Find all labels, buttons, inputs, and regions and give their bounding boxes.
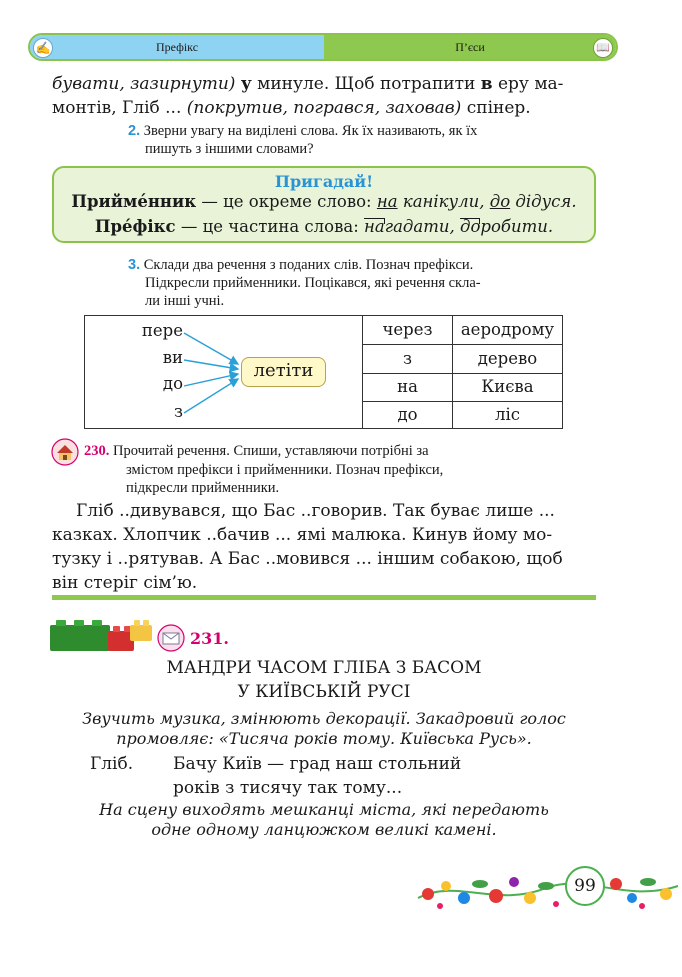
rule-preposition	[54, 192, 594, 211]
table-cell: дерево	[477, 349, 538, 368]
example-word: дідуся.	[515, 192, 577, 211]
ex-230-text-3: тузку і ..рятував. А Бас ..мовився ... іншим собакою, щоб	[52, 549, 563, 569]
stage-direction-3: На сцену виходять мешканці міста, які передають	[99, 800, 549, 819]
task-3-line-2	[145, 274, 600, 293]
verb-box: летіти	[241, 357, 326, 387]
page-header	[28, 33, 618, 61]
page-number: 99	[565, 866, 605, 906]
play-title-2: У КИЇВСЬКІЙ РУСІ	[237, 682, 411, 702]
stage-direction-2: промовляє: «Тисяча років тому. Київська Русь».	[116, 729, 532, 748]
prefix-item: ви	[162, 348, 183, 367]
example-word: канікули,	[402, 192, 485, 211]
task-2	[128, 122, 598, 141]
rule-text: — це окреме слово:	[201, 192, 372, 211]
example-preposition: на	[376, 192, 398, 211]
example-word: гадати,	[384, 217, 455, 236]
task-text: Прочитай речення. Спиши, уставляючи потрібні за	[113, 443, 429, 459]
task-2-line-2	[145, 140, 595, 159]
ex-230-task-line-2	[126, 461, 598, 480]
intro-text: монтів, Гліб ...	[52, 98, 182, 118]
intro-line-1	[52, 72, 597, 96]
table-cell: до	[397, 405, 418, 424]
prefix-item: пере	[141, 321, 183, 340]
section-divider	[52, 595, 596, 600]
task-text: Склади два речення з поданих слів. Познач префікси.	[143, 257, 474, 273]
remember-title: Пригадай!	[274, 172, 374, 191]
letter-icon	[157, 624, 185, 652]
speaker-name: Гліб.	[90, 754, 134, 774]
table-divider	[363, 344, 562, 345]
ex-230-text-4: він стеріг сім’ю.	[52, 573, 198, 593]
lego-bricks-icon	[50, 617, 154, 653]
term-prefix: Пре́фікс	[94, 217, 176, 236]
table-cell: ліс	[495, 405, 520, 424]
rule-text: — це частина слова:	[180, 217, 359, 236]
task-text: ли інші учні.	[145, 293, 225, 309]
table-cell: Києва	[481, 377, 534, 396]
rule-prefix	[54, 217, 594, 236]
table-cell: через	[382, 320, 433, 339]
intro-text: спінер.	[466, 98, 531, 118]
arrows	[180, 316, 250, 426]
play-title-1: МАНДРИ ЧАСОМ ГЛІБА З БАСОМ	[166, 658, 482, 678]
stage-direction-1: Звучить музика, змінюють декорації. Закадровий голос	[82, 709, 566, 728]
example-prefix: до	[459, 217, 481, 236]
intro-italic: (покрутив, погрався, заховав)	[186, 98, 462, 118]
ex-230-task-line-3	[126, 479, 598, 498]
speech-line-1: Бачу Київ — град наш стольний	[173, 754, 462, 774]
header-right	[324, 35, 616, 59]
book-icon: 📖	[593, 38, 613, 58]
table-cell: аеродрому	[460, 320, 555, 339]
header-left	[30, 35, 324, 59]
arrow	[184, 360, 238, 369]
prefix-item: з	[174, 402, 183, 421]
intro-line-2	[52, 96, 597, 120]
remember-box	[52, 166, 596, 243]
table-divider	[363, 373, 562, 374]
task-number: 2.	[128, 123, 141, 139]
intro-text: минуле. Щоб потрапити	[257, 74, 476, 94]
task-text: Підкресли прийменники. Поцікався, які речення скла-	[145, 275, 481, 291]
prefix-item: до	[162, 374, 183, 393]
intro-italic: бувати, зазирнути)	[52, 74, 236, 94]
task-text: пишуть з іншими словами?	[145, 141, 314, 157]
example-prefix: на	[364, 217, 385, 236]
task-text: Зверни увагу на виділені слова. Як їх називають, як їх	[143, 123, 478, 139]
task-number: 3.	[128, 257, 141, 273]
word-table	[84, 315, 563, 429]
intro-bold: у	[240, 74, 252, 94]
header-left-title: Префікс	[155, 39, 199, 54]
ex-230-task	[84, 442, 599, 461]
exercise-number: 230.	[84, 443, 110, 459]
task-3	[128, 256, 598, 275]
pen-icon: ✍	[33, 38, 53, 58]
table-divider	[363, 401, 562, 402]
intro-bold: в	[480, 74, 493, 94]
example-preposition: до	[489, 192, 511, 211]
table-cell: на	[397, 377, 418, 396]
ex-230-text-1: Гліб ..дивувався, що Бас ..говорив. Так буває лише ...	[76, 501, 555, 521]
stage-direction-4: одне одному ланцюжком великі камені.	[151, 820, 497, 839]
table-cell: з	[403, 349, 412, 368]
header-right-title: П’єси	[455, 39, 485, 54]
floral-ornament	[416, 858, 680, 918]
ex-230-text-2: казках. Хлопчик ..бачив ... ямі малюка. Кинув йому мо-	[52, 525, 553, 545]
exercise-number: 231.	[190, 629, 229, 648]
house-icon	[51, 438, 79, 466]
task-text: підкресли прийменники.	[126, 480, 280, 496]
example-word: робити.	[480, 217, 554, 236]
task-text: змістом префікси і прийменники. Познач префікси,	[126, 462, 444, 478]
intro-text: еру ма-	[497, 74, 564, 94]
term-preposition: Приймéнник	[71, 192, 197, 211]
speech-line-2: років з тисячу так тому...	[173, 778, 403, 798]
arrow	[184, 333, 238, 364]
task-3-line-3	[145, 292, 600, 311]
